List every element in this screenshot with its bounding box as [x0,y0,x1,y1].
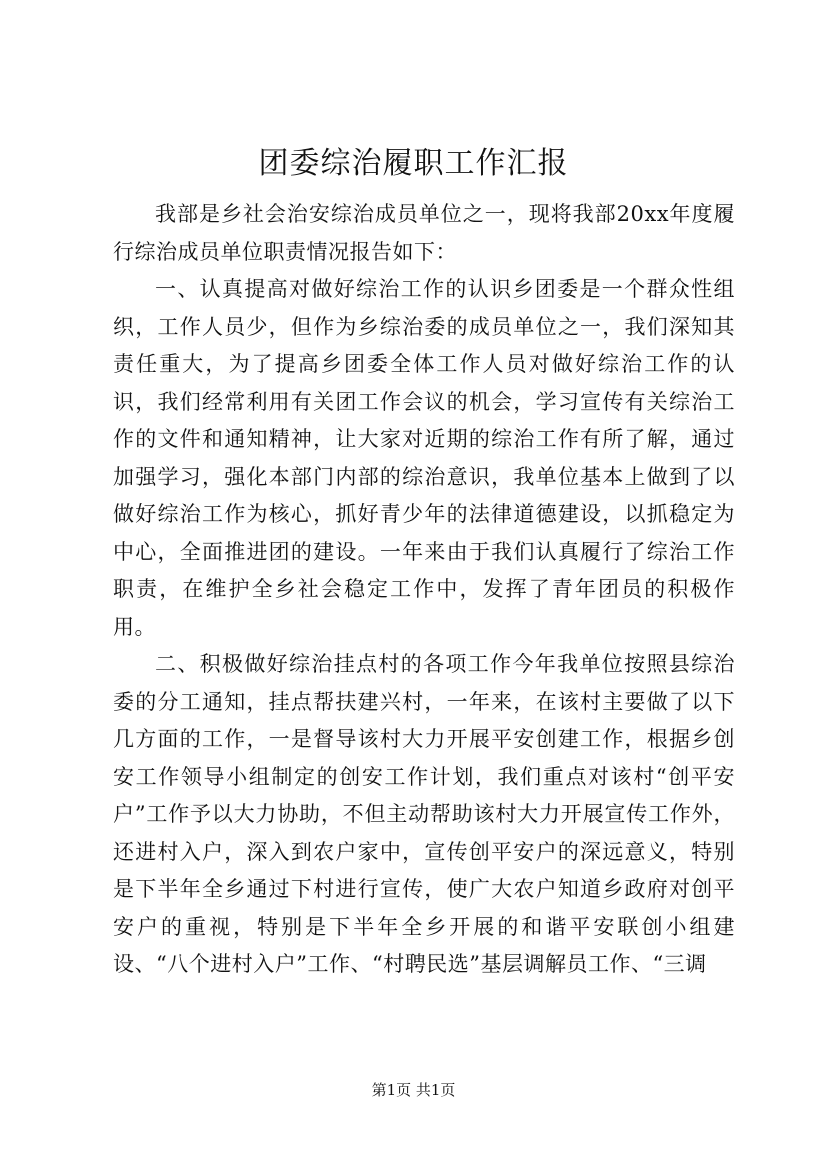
paragraph-section-1: 一、认真提高对做好综治工作的认识乡团委是一个群众性组织，工作人员少，但作为乡综治委的成员单位之一，我们深知其责任重大，为了提高乡团委全体工作人员对做好综治工作的认识，我们经常利用有关团工作会议的机会，学习宣传有关综治工作的文件和通知精神，让大家对近期的综治工作有所了解，通过加强学习，强化本部门内部的综治意识，我单位基本上做到了以做好综治工作为核心，抓好青少年的法律道德建设，以抓稳定为中心，全面推进团的建设。一年来由于我们认真履行了综治工作职责，在维护全乡社会稳定工作中，发挥了青年团员的积极作用。 [113,277,735,639]
paragraph-intro: 我部是乡社会治安综治成员单位之一，现将我部20xx年度履行综治成员单位职责情况报告如下： [113,202,735,264]
page-number-footer: 第1页 共1页 [371,1081,456,1099]
document-body [113,196,735,984]
document-title: 团委综治履职工作汇报 [258,146,569,181]
paragraph-section-2: 二、积极做好综治挂点村的各项工作今年我单位按照县综治委的分工通知，挂点帮扶建兴村，一年来，在该村主要做了以下几方面的工作，一是督导该村大力开展平安创建工作，根据乡创安工作领导小组制定的创安工作计划，我们重点对该村“创平安户”工作予以大力协助，不但主动帮助该村大力开展宣传工作外，还进村入户，深入到农户家中，宣传创平安户的深远意义，特别是下半年全乡通过下村进行宣传，使广大农户知道乡政府对创平安户的重视，特别是下半年全乡开展的和谐平安联创小组建设、“八个进村入户”工作、“村聘民选”基层调解员工作、“三调 [113,652,735,976]
